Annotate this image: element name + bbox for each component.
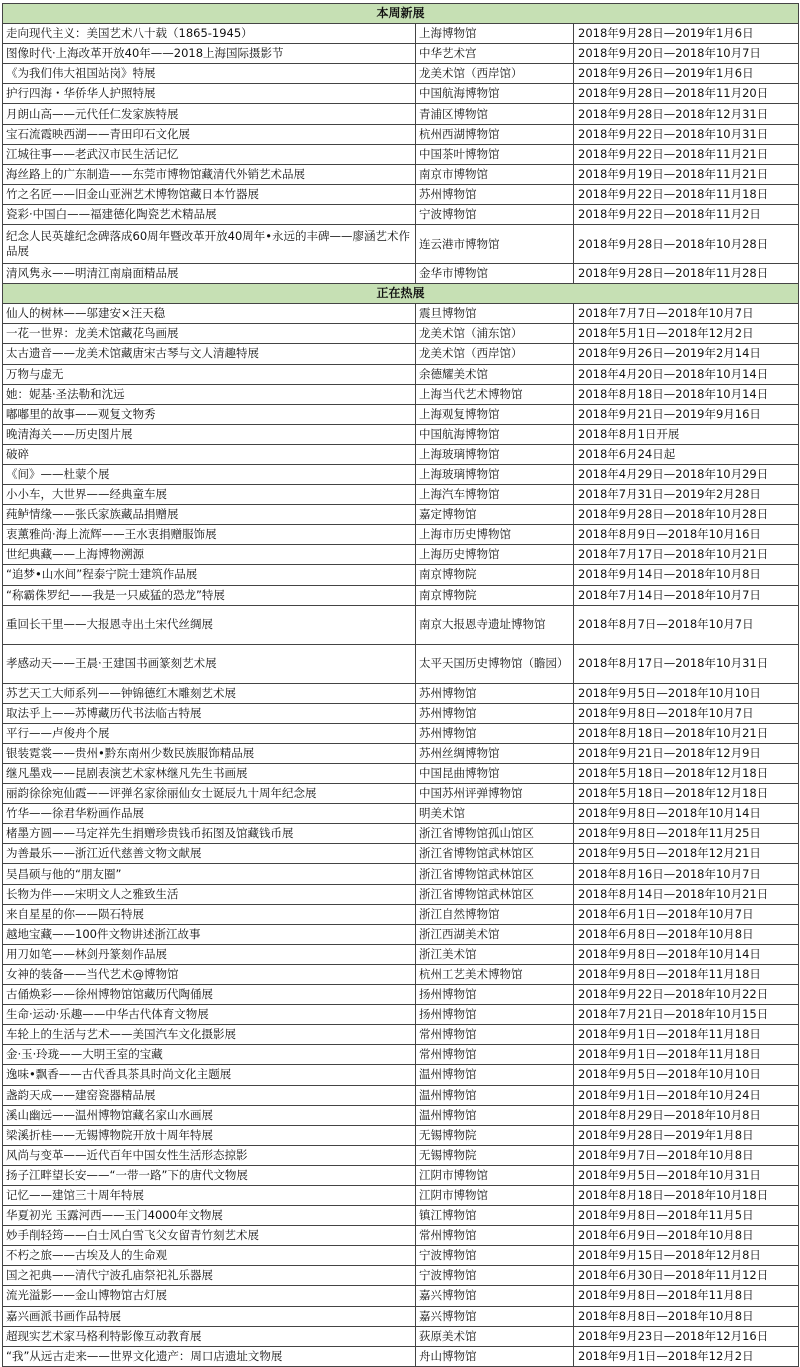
date-range-cell: 2018年8月18日—2018年10月18日 — [574, 1185, 799, 1205]
table-row — [3, 384, 799, 404]
venue-cell: 南京大报恩寺遗址博物馆 — [416, 605, 574, 644]
exhibition-name-cell: 海丝路上的广东制造——东莞市博物馆藏清代外销艺术品展 — [3, 164, 416, 184]
venue-cell: 南京博物院 — [416, 565, 574, 585]
date-range-cell: 2018年9月1日—2018年11月18日 — [574, 1025, 799, 1045]
exhibition-name-cell: 用刀如笔——林剑丹篆刻作品展 — [3, 944, 416, 964]
date-range-cell: 2018年9月21日—2018年12月9日 — [574, 743, 799, 763]
exhibition-name-cell: “我”从远古走来——世界文化遗产：周口店遗址文物展 — [3, 1346, 416, 1366]
date-range-cell: 2018年8月1日开展 — [574, 424, 799, 444]
venue-cell: 金华市博物馆 — [416, 264, 574, 284]
exhibition-table — [2, 3, 799, 1367]
date-range-cell: 2018年7月31日—2019年2月28日 — [574, 485, 799, 505]
venue-cell: 苏州博物馆 — [416, 703, 574, 723]
table-row — [3, 64, 799, 84]
exhibition-name-cell: 车轮上的生活与艺术——美国汽车文化摄影展 — [3, 1025, 416, 1045]
date-range-cell: 2018年8月9日—2018年10月16日 — [574, 525, 799, 545]
venue-cell: 上海玻璃博物馆 — [416, 464, 574, 484]
exhibition-name-cell: 逸味•飘香——古代香具茶具时尚文化主题展 — [3, 1065, 416, 1085]
exhibition-name-cell: 宝石流霞映西湖——青田印石文化展 — [3, 124, 416, 144]
date-range-cell: 2018年9月28日—2018年10月28日 — [574, 505, 799, 525]
venue-cell: 宁波博物馆 — [416, 1246, 574, 1266]
exhibition-name-cell: 楮墨方圆——马定祥先生捐赠珍贵钱币拓图及馆藏钱币展 — [3, 824, 416, 844]
exhibition-name-cell: 清风隽永——明清江南扇面精品展 — [3, 264, 416, 284]
date-range-cell: 2018年9月21日—2019年9月16日 — [574, 404, 799, 424]
venue-cell: 嘉兴博物馆 — [416, 1286, 574, 1306]
date-range-cell: 2018年5月18日—2018年12月18日 — [574, 764, 799, 784]
table-row — [3, 424, 799, 444]
exhibition-name-cell: 仙人的树林——邬建安×汪天稳 — [3, 304, 416, 324]
exhibition-name-cell: 嘉兴画派书画作品特展 — [3, 1306, 416, 1326]
exhibition-name-cell: 取法乎上——苏博藏历代书法临古特展 — [3, 703, 416, 723]
date-range-cell: 2018年9月28日—2018年11月20日 — [574, 84, 799, 104]
table-row — [3, 1346, 799, 1366]
venue-cell: 上海历史博物馆 — [416, 545, 574, 565]
table-row — [3, 24, 799, 44]
table-row — [3, 743, 799, 763]
table-row — [3, 1326, 799, 1346]
venue-cell: 明美术馆 — [416, 804, 574, 824]
exhibition-name-cell: 为善最乐——浙江近代慈善文物文献展 — [3, 844, 416, 864]
table-row — [3, 864, 799, 884]
exhibition-name-cell: 盏韵天成——建窑瓷器精品展 — [3, 1085, 416, 1105]
date-range-cell: 2018年9月5日—2018年10月31日 — [574, 1165, 799, 1185]
venue-cell: 青浦区博物馆 — [416, 104, 574, 124]
table-row — [3, 204, 799, 224]
venue-cell: 杭州工艺美术博物馆 — [416, 964, 574, 984]
exhibition-name-cell: 江城往事——老武汉市民生活记忆 — [3, 144, 416, 164]
table-row — [3, 464, 799, 484]
table-row — [3, 904, 799, 924]
date-range-cell: 2018年9月1日—2018年10月24日 — [574, 1085, 799, 1105]
venue-cell: 浙江省博物馆武林馆区 — [416, 884, 574, 904]
exhibition-name-cell: 瓷彩·中国白——福建德化陶瓷艺术精品展 — [3, 204, 416, 224]
table-row — [3, 944, 799, 964]
venue-cell: 江阴市博物馆 — [416, 1165, 574, 1185]
table-row — [3, 1226, 799, 1246]
table-row — [3, 784, 799, 804]
venue-cell: 镇江博物馆 — [416, 1206, 574, 1226]
venue-cell: 嘉定博物馆 — [416, 505, 574, 525]
exhibition-name-cell: 月朗山高——元代任仁发家族特展 — [3, 104, 416, 124]
exhibition-name-cell: 生命·运动·乐趣——中华古代体育文物展 — [3, 1005, 416, 1025]
date-range-cell: 2018年9月8日—2018年11月18日 — [574, 964, 799, 984]
venue-cell: 温州博物馆 — [416, 1085, 574, 1105]
table-row — [3, 644, 799, 683]
venue-cell: 扬州博物馆 — [416, 985, 574, 1005]
exhibition-name-cell: 越地宝藏——100件文物讲述浙江故事 — [3, 924, 416, 944]
exhibition-name-cell: 溪山幽远——温州博物馆藏名家山水画展 — [3, 1105, 416, 1125]
date-range-cell: 2018年8月18日—2018年10月14日 — [574, 384, 799, 404]
table-row — [3, 44, 799, 64]
table-row — [3, 304, 799, 324]
venue-cell: 南京市博物馆 — [416, 164, 574, 184]
table-row — [3, 364, 799, 384]
exhibition-name-cell: “追梦•山水间”程泰宁院士建筑作品展 — [3, 565, 416, 585]
venue-cell: 苏州博物馆 — [416, 723, 574, 743]
exhibition-name-cell: 万物与虚无 — [3, 364, 416, 384]
table-row — [3, 444, 799, 464]
table-row — [3, 505, 799, 525]
date-range-cell: 2018年9月22日—2018年10月22日 — [574, 985, 799, 1005]
table-row — [3, 764, 799, 784]
table-row — [3, 1105, 799, 1125]
date-range-cell: 2018年8月7日—2018年10月7日 — [574, 605, 799, 644]
exhibition-name-cell: 护行四海・华侨华人护照特展 — [3, 84, 416, 104]
exhibition-name-cell: “称霸侏罗纪——我是一只威猛的恐龙”特展 — [3, 585, 416, 605]
date-range-cell: 2018年9月28日—2018年10月28日 — [574, 225, 799, 264]
venue-cell: 中国昆曲博物馆 — [416, 764, 574, 784]
table-row — [3, 485, 799, 505]
date-range-cell: 2018年4月20日—2018年10月14日 — [574, 364, 799, 384]
date-range-cell: 2018年9月22日—2018年10月31日 — [574, 124, 799, 144]
date-range-cell: 2018年9月5日—2018年10月10日 — [574, 683, 799, 703]
date-range-cell: 2018年9月8日—2018年11月8日 — [574, 1286, 799, 1306]
table-row — [3, 225, 799, 264]
exhibition-table-body — [3, 4, 799, 1367]
venue-cell: 无锡博物院 — [416, 1145, 574, 1165]
venue-cell: 上海市历史博物馆 — [416, 525, 574, 545]
table-row — [3, 884, 799, 904]
table-row — [3, 144, 799, 164]
venue-cell: 扬州博物馆 — [416, 1005, 574, 1025]
venue-cell: 苏州丝绸博物馆 — [416, 743, 574, 763]
table-row — [3, 264, 799, 284]
venue-cell: 江阴市博物馆 — [416, 1185, 574, 1205]
date-range-cell: 2018年8月16日—2018年10月7日 — [574, 864, 799, 884]
date-range-cell: 2018年8月17日—2018年10月31日 — [574, 644, 799, 683]
table-row — [3, 1085, 799, 1105]
table-row — [3, 525, 799, 545]
exhibition-name-cell: 不朽之旅——古埃及人的生命观 — [3, 1246, 416, 1266]
venue-cell: 龙美术馆（浦东馆） — [416, 324, 574, 344]
exhibition-name-cell: 重回长干里——大报恩寺出土宋代丝绸展 — [3, 605, 416, 644]
exhibition-name-cell: 金·玉·玲珑——大明王室的宝藏 — [3, 1045, 416, 1065]
exhibition-name-cell: 华夏初光 玉露河西——玉门4000年文物展 — [3, 1206, 416, 1226]
venue-cell: 常州博物馆 — [416, 1226, 574, 1246]
venue-cell: 中国茶叶博物馆 — [416, 144, 574, 164]
table-row — [3, 404, 799, 424]
venue-cell: 浙江省博物馆武林馆区 — [416, 864, 574, 884]
exhibition-name-cell: 长物为伴——宋明文人之雅致生活 — [3, 884, 416, 904]
date-range-cell: 2018年9月22日—2018年11月18日 — [574, 184, 799, 204]
venue-cell: 上海汽车博物馆 — [416, 485, 574, 505]
exhibition-name-cell: 来自星星的你——陨石特展 — [3, 904, 416, 924]
section-header-row — [3, 284, 799, 304]
exhibition-name-cell: 苏艺天工大师系列——钟锦德红木雕刻艺术展 — [3, 683, 416, 703]
table-row — [3, 605, 799, 644]
exhibition-name-cell: 丽韵徐徐宛仙霞——评弹名家徐丽仙女士诞辰九十周年纪念展 — [3, 784, 416, 804]
venue-cell: 连云港市博物馆 — [416, 225, 574, 264]
table-row — [3, 1206, 799, 1226]
exhibition-name-cell: 纪念人民英雄纪念碑落成60周年暨改革开放40周年•永远的丰碑——廖涵艺术作品展 — [3, 225, 416, 264]
date-range-cell: 2018年6月1日—2018年10月7日 — [574, 904, 799, 924]
date-range-cell: 2018年9月22日—2018年11月21日 — [574, 144, 799, 164]
date-range-cell: 2018年7月7日—2018年10月7日 — [574, 304, 799, 324]
venue-cell: 常州博物馆 — [416, 1025, 574, 1045]
table-row — [3, 585, 799, 605]
table-row — [3, 104, 799, 124]
date-range-cell: 2018年6月24日起 — [574, 444, 799, 464]
exhibition-name-cell: 继凡墨戏——昆剧表演艺术家林继凡先生书画展 — [3, 764, 416, 784]
venue-cell: 温州博物馆 — [416, 1065, 574, 1085]
venue-cell: 南京博物院 — [416, 585, 574, 605]
exhibition-name-cell: 记忆——建馆三十周年特展 — [3, 1185, 416, 1205]
exhibition-name-cell: 吴昌硕与他的“朋友圈” — [3, 864, 416, 884]
venue-cell: 舟山博物馆 — [416, 1346, 574, 1366]
date-range-cell: 2018年7月14日—2018年10月7日 — [574, 585, 799, 605]
date-range-cell: 2018年9月28日—2019年1月8日 — [574, 1125, 799, 1145]
venue-cell: 中国苏州评弹博物馆 — [416, 784, 574, 804]
date-range-cell: 2018年9月22日—2018年11月2日 — [574, 204, 799, 224]
exhibition-name-cell: 破碎 — [3, 444, 416, 464]
venue-cell: 浙江自然博物馆 — [416, 904, 574, 924]
date-range-cell: 2018年9月8日—2018年11月5日 — [574, 1206, 799, 1226]
exhibition-name-cell: 世纪典藏——上海博物溯源 — [3, 545, 416, 565]
venue-cell: 杭州西湖博物馆 — [416, 124, 574, 144]
venue-cell: 中国航海博物馆 — [416, 84, 574, 104]
date-range-cell: 2018年9月20日—2018年10月7日 — [574, 44, 799, 64]
venue-cell: 常州博物馆 — [416, 1045, 574, 1065]
venue-cell: 荻原美术馆 — [416, 1326, 574, 1346]
date-range-cell: 2018年9月28日—2018年12月31日 — [574, 104, 799, 124]
exhibition-name-cell: 风尚与变革——近代百年中国女性生活形态掠影 — [3, 1145, 416, 1165]
venue-cell: 太平天国历史博物馆（瞻园） — [416, 644, 574, 683]
venue-cell: 中国航海博物馆 — [416, 424, 574, 444]
section-title: 本周新展 — [3, 4, 799, 24]
date-range-cell: 2018年9月5日—2018年10月10日 — [574, 1065, 799, 1085]
exhibition-name-cell: 小小车，大世界——经典童车展 — [3, 485, 416, 505]
venue-cell: 中华艺术宫 — [416, 44, 574, 64]
venue-cell: 上海博物馆 — [416, 24, 574, 44]
section-title: 正在热展 — [3, 284, 799, 304]
exhibition-name-cell: 莼鲈情缘——张氏家族藏品捐赠展 — [3, 505, 416, 525]
table-row — [3, 964, 799, 984]
venue-cell: 浙江美术馆 — [416, 944, 574, 964]
table-row — [3, 124, 799, 144]
date-range-cell: 2018年9月19日—2018年11月21日 — [574, 164, 799, 184]
date-range-cell: 2018年9月5日—2018年12月21日 — [574, 844, 799, 864]
table-row — [3, 1145, 799, 1165]
table-row — [3, 1185, 799, 1205]
venue-cell: 温州博物馆 — [416, 1105, 574, 1125]
venue-cell: 浙江省博物馆武林馆区 — [416, 844, 574, 864]
table-row — [3, 1025, 799, 1045]
venue-cell: 宁波博物馆 — [416, 204, 574, 224]
exhibition-name-cell: 银装霓裳——贵州•黔东南州少数民族服饰精品展 — [3, 743, 416, 763]
date-range-cell: 2018年9月8日—2018年11月25日 — [574, 824, 799, 844]
venue-cell: 上海当代艺术博物馆 — [416, 384, 574, 404]
date-range-cell: 2018年5月1日—2018年12月2日 — [574, 324, 799, 344]
date-range-cell: 2018年8月29日—2018年10月8日 — [574, 1105, 799, 1125]
venue-cell: 宁波博物馆 — [416, 1266, 574, 1286]
venue-cell: 浙江省博物馆孤山馆区 — [416, 824, 574, 844]
table-row — [3, 1045, 799, 1065]
venue-cell: 龙美术馆（西岸馆） — [416, 344, 574, 364]
table-row — [3, 1165, 799, 1185]
table-row — [3, 924, 799, 944]
date-range-cell: 2018年9月28日—2019年1月6日 — [574, 24, 799, 44]
table-row — [3, 804, 799, 824]
venue-cell: 震旦博物馆 — [416, 304, 574, 324]
table-row — [3, 164, 799, 184]
venue-cell: 嘉兴博物馆 — [416, 1306, 574, 1326]
venue-cell: 无锡博物院 — [416, 1125, 574, 1145]
date-range-cell: 2018年9月7日—2018年10月8日 — [574, 1145, 799, 1165]
exhibition-name-cell: 流光溢影——金山博物馆古灯展 — [3, 1286, 416, 1306]
table-row — [3, 1125, 799, 1145]
table-row — [3, 683, 799, 703]
table-row — [3, 545, 799, 565]
exhibition-name-cell: 女神的装备——当代艺术@博物馆 — [3, 964, 416, 984]
table-row — [3, 703, 799, 723]
table-row — [3, 985, 799, 1005]
exhibition-name-cell: 太古遗音——龙美术馆藏唐宋古琴与文人清趣特展 — [3, 344, 416, 364]
date-range-cell: 2018年7月21日—2018年10月15日 — [574, 1005, 799, 1025]
exhibition-name-cell: 晚清海关——历史图片展 — [3, 424, 416, 444]
date-range-cell: 2018年9月23日—2018年12月16日 — [574, 1326, 799, 1346]
exhibition-name-cell: 衷薰雅尚·海上流辉——王水衷捐赠服饰展 — [3, 525, 416, 545]
table-row — [3, 184, 799, 204]
exhibition-name-cell: 《为我们伟大祖国站岗》特展 — [3, 64, 416, 84]
table-row — [3, 1286, 799, 1306]
table-row — [3, 1005, 799, 1025]
date-range-cell: 2018年8月18日—2018年10月21日 — [574, 723, 799, 743]
date-range-cell: 2018年9月26日—2019年2月14日 — [574, 344, 799, 364]
exhibition-name-cell: 竹华——徐君华粉画作品展 — [3, 804, 416, 824]
exhibition-name-cell: 扬子江畔望长安——“一带一路”下的唐代文物展 — [3, 1165, 416, 1185]
table-row — [3, 344, 799, 364]
date-range-cell: 2018年6月8日—2018年10月8日 — [574, 924, 799, 944]
date-range-cell: 2018年6月9日—2018年10月8日 — [574, 1226, 799, 1246]
date-range-cell: 2018年9月26日—2019年1月6日 — [574, 64, 799, 84]
date-range-cell: 2018年9月1日—2018年12月2日 — [574, 1346, 799, 1366]
table-row — [3, 84, 799, 104]
date-range-cell: 2018年4月29日—2018年10月29日 — [574, 464, 799, 484]
date-range-cell: 2018年5月18日—2018年12月18日 — [574, 784, 799, 804]
venue-cell: 苏州博物馆 — [416, 184, 574, 204]
table-row — [3, 723, 799, 743]
date-range-cell: 2018年9月28日—2018年11月28日 — [574, 264, 799, 284]
exhibition-name-cell: 竹之名匠——旧金山亚洲艺术博物馆藏日本竹器展 — [3, 184, 416, 204]
date-range-cell: 2018年8月8日—2018年10月8日 — [574, 1306, 799, 1326]
date-range-cell: 2018年8月14日—2018年10月21日 — [574, 884, 799, 904]
exhibition-name-cell: 孝感动天——王晨·王建国书画篆刻艺术展 — [3, 644, 416, 683]
table-row — [3, 565, 799, 585]
date-range-cell: 2018年9月14日—2018年10月8日 — [574, 565, 799, 585]
date-range-cell: 2018年7月17日—2018年10月21日 — [574, 545, 799, 565]
date-range-cell: 2018年9月1日—2018年11月18日 — [574, 1045, 799, 1065]
date-range-cell: 2018年9月8日—2018年10月14日 — [574, 944, 799, 964]
table-row — [3, 1246, 799, 1266]
venue-cell: 苏州博物馆 — [416, 683, 574, 703]
venue-cell: 龙美术馆（西岸馆） — [416, 64, 574, 84]
table-row — [3, 1266, 799, 1286]
table-row — [3, 824, 799, 844]
exhibition-name-cell: 《间》——杜蒙个展 — [3, 464, 416, 484]
venue-cell: 浙江西湖美术馆 — [416, 924, 574, 944]
exhibition-name-cell: 走向现代主义：美国艺术八十载（1865-1945） — [3, 24, 416, 44]
venue-cell: 余德耀美术馆 — [416, 364, 574, 384]
exhibition-name-cell: 平行——卢俊舟个展 — [3, 723, 416, 743]
venue-cell: 上海观复博物馆 — [416, 404, 574, 424]
table-row — [3, 324, 799, 344]
exhibition-name-cell: 妙手削轻筠——白士风白雪飞父女留青竹刻艺术展 — [3, 1226, 416, 1246]
exhibition-table-container — [2, 3, 798, 1367]
date-range-cell: 2018年9月8日—2018年10月7日 — [574, 703, 799, 723]
table-row — [3, 1065, 799, 1085]
section-header-row — [3, 4, 799, 24]
exhibition-name-cell: 古俑焕彩——徐州博物馆馆藏历代陶俑展 — [3, 985, 416, 1005]
exhibition-name-cell: 一花一世界：龙美术馆藏花鸟画展 — [3, 324, 416, 344]
exhibition-name-cell: 超现实艺术家马格利特影像互动教育展 — [3, 1326, 416, 1346]
table-row — [3, 844, 799, 864]
exhibition-name-cell: 嘟嘟里的故事——观复文物秀 — [3, 404, 416, 424]
exhibition-name-cell: 图像时代·上海改革开放40年——2018上海国际摄影节 — [3, 44, 416, 64]
exhibition-name-cell: 国之祀典——清代宁波孔庙祭祀礼乐器展 — [3, 1266, 416, 1286]
date-range-cell: 2018年9月15日—2018年12月8日 — [574, 1246, 799, 1266]
date-range-cell: 2018年9月8日—2018年10月14日 — [574, 804, 799, 824]
table-row — [3, 1306, 799, 1326]
venue-cell: 上海玻璃博物馆 — [416, 444, 574, 464]
date-range-cell: 2018年6月30日—2018年11月12日 — [574, 1266, 799, 1286]
exhibition-name-cell: 梁溪折桂——无锡博物院开放十周年特展 — [3, 1125, 416, 1145]
exhibition-name-cell: 她：妮基·圣法勒和沈远 — [3, 384, 416, 404]
